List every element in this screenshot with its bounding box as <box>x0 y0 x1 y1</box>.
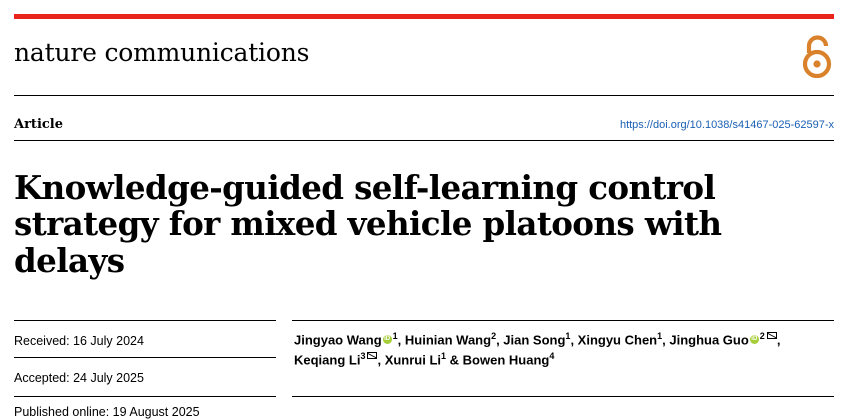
divider-authors-bottom <box>292 396 834 397</box>
doi-link[interactable]: https://doi.org/10.1038/s41467-025-62597-x <box>619 119 834 131</box>
brand-top-rule <box>14 14 834 19</box>
journal-header <box>14 32 834 90</box>
author-jingyao-wang[interactable]: Jingyao Wang <box>294 332 382 348</box>
author-xingyu-chen[interactable]: , Xingyu Chen <box>570 332 658 348</box>
divider-under-journal <box>14 95 834 96</box>
author-xunrui-li[interactable]: , Xunrui Li <box>377 352 442 368</box>
affiliation-marker: 3 <box>360 351 366 362</box>
history-accepted: Accepted: 24 July 2025 <box>14 371 144 385</box>
open-access-lock-icon <box>800 34 834 78</box>
divider-history-mid <box>14 357 276 358</box>
orcid-icon[interactable] <box>750 335 759 344</box>
email-icon[interactable] <box>767 332 777 339</box>
page-title: Knowledge-guided self-learning control strategy for mixed vehicle platoons with delays <box>14 167 722 280</box>
author-jinghua-guo[interactable]: , Jinghua Guo <box>662 332 749 348</box>
author-list: Jingyao Wang iD $^1$, Huinian Wang$^2$, Jian Song$^1$, Xingyu Chen$^1$, Jinghua GuoiD $^2$ , Keqiang Li$^3$ , Xunrui Li$^1$ & Bowen Huang$^4$ <box>294 330 834 370</box>
author-bowen-huang[interactable]: & Bowen Huang <box>446 352 550 368</box>
email-icon[interactable] <box>367 352 377 359</box>
affiliation-marker: 1 <box>565 331 571 341</box>
affiliation-marker: 1 <box>392 331 398 341</box>
history-received: Received: 16 July 2024 <box>14 334 144 348</box>
author-jian-song[interactable]: , Jian Song <box>496 332 566 348</box>
divider-authors-top <box>292 320 834 321</box>
affiliation-marker: 2 <box>491 331 497 341</box>
affiliation-marker: 2 <box>759 331 765 341</box>
author-keqiang-li[interactable]: Keqiang Li <box>294 352 361 368</box>
orcid-icon[interactable] <box>383 335 392 344</box>
affiliation-marker: 1 <box>441 351 447 362</box>
divider-history-bottom <box>14 396 276 397</box>
affiliation-marker: 1 <box>657 331 663 341</box>
author-huinian-wang[interactable]: , Huinian Wang <box>397 332 492 348</box>
divider-under-article-label <box>14 140 834 141</box>
affiliation-marker: 4 <box>549 351 555 362</box>
article-type-label: Article <box>14 117 64 132</box>
divider-history-top <box>14 320 276 321</box>
journal-name: nature communications <box>14 38 310 67</box>
history-published: Published online: 19 August 2025 <box>14 405 200 419</box>
